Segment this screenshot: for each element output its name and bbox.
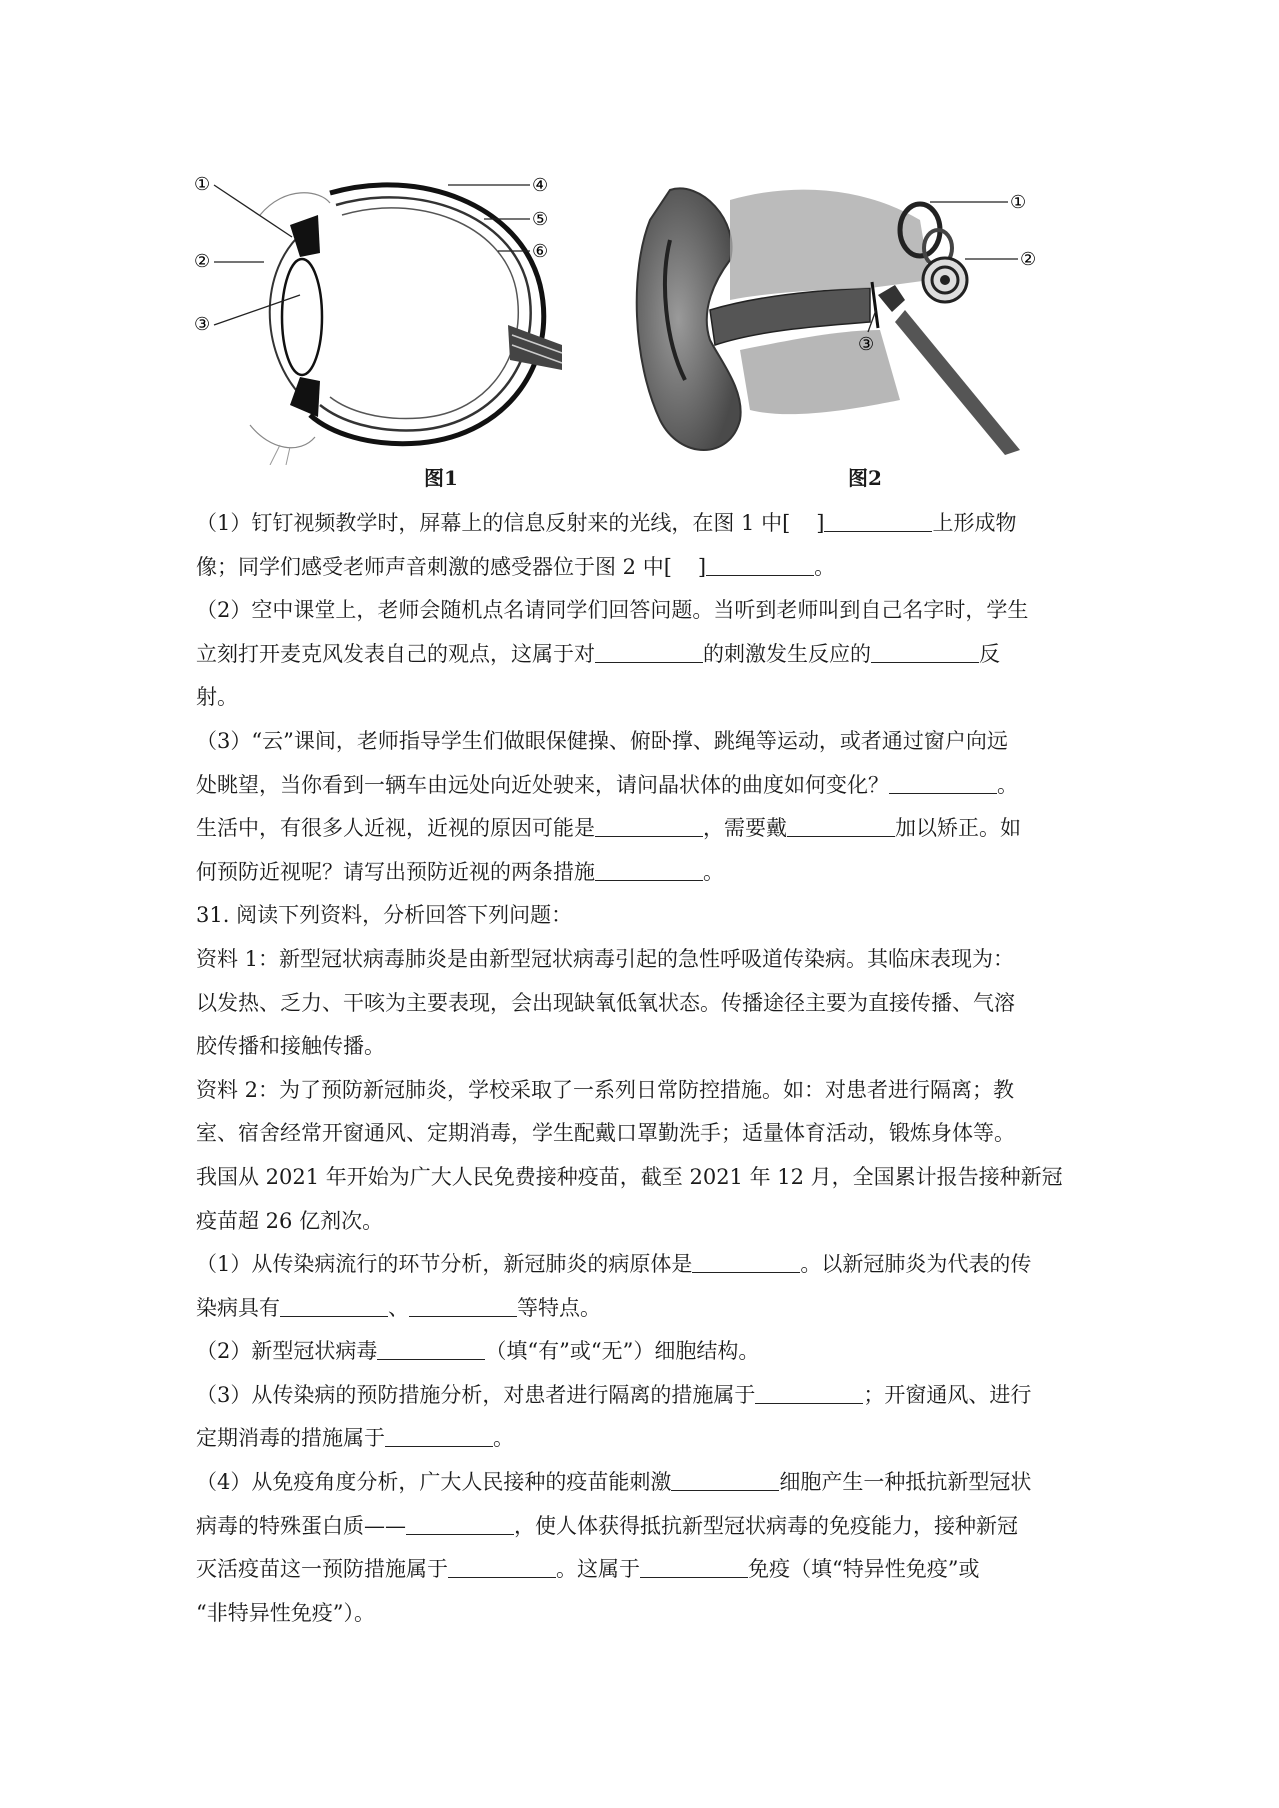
answer-blank[interactable] (406, 1513, 514, 1535)
q31-material-1-line-3: 胶传播和接触传播。 (196, 1034, 385, 1059)
q31-3-line-1: （3）从传染病的预防措施分析，对患者进行隔离的措施属于 ；开窗通风、进行 (196, 1382, 1032, 1407)
iris-top (290, 215, 320, 257)
q31-3-line-2: 定期消毒的措施属于 。 (196, 1426, 514, 1451)
tympanic-membrane (872, 282, 878, 328)
eye-label-1: ① (194, 175, 211, 195)
eye-diagram (190, 175, 610, 465)
ear-label-3: ③ (858, 334, 875, 355)
answer-blank[interactable] (385, 1425, 493, 1447)
q31-intro: 31. 阅读下列资料，分析回答下列问题： (196, 903, 573, 928)
q31-4-line-1: （4）从免疫角度分析，广大人民接种的疫苗能刺激 细胞产生一种抵抗新型冠状 (196, 1470, 1032, 1495)
question-text (196, 502, 1096, 1635)
q31-4-line-3: 灭活疫苗这一预防措施属于 。这属于 免疫（填“特异性免疫”或 (196, 1557, 980, 1582)
answer-blank[interactable] (640, 1556, 748, 1578)
q31-1-line-1: （1）从传染病流行的环节分析，新冠肺炎的病原体是 。以新冠肺炎为代表的传 (196, 1252, 1032, 1277)
ear-label-2: ② (1020, 249, 1037, 270)
q31-material-1-line-1: 资料 1：新型冠状病毒肺炎是由新型冠状病毒引起的急性呼吸道传染病。其临床表现为： (196, 946, 1015, 971)
q30-1-line-2: 像；同学们感受老师声音刺激的感受器位于图 2 中[ ] 。 (196, 554, 836, 579)
q30-3-line-1: （3）“云”课间，老师指导学生们做眼保健操、俯卧撑、跳绳等运动，或者通过窗户向远 (196, 728, 1008, 753)
answer-blank[interactable] (755, 1382, 863, 1404)
answer-blank[interactable] (706, 554, 814, 576)
eye-label-6: ⑥ (532, 241, 549, 262)
q30-2-line-3: 射。 (196, 685, 238, 710)
eye-label-2: ② (194, 251, 211, 272)
q31-4-line-4: “非特异性免疫”）。 (196, 1600, 375, 1625)
q31-material-2-line-1: 资料 2：为了预防新冠肺炎，学校采取了一系列日常防控措施。如：对患者进行隔离；教 (196, 1077, 1015, 1102)
q31-material-2-line-4: 疫苗超 26 亿剂次。 (196, 1208, 384, 1233)
ear-label-1: ① (1010, 192, 1027, 213)
answer-blank[interactable] (595, 641, 703, 663)
q30-3-line-4: 何预防近视呢？请写出预防近视的两条措施 。 (196, 859, 724, 884)
lens (282, 259, 322, 375)
q31-4-line-2: 病毒的特殊蛋白质—— ，使人体获得抵抗新型冠状病毒的免疫能力，接种新冠 (196, 1513, 1018, 1538)
eye-retina-outline (330, 208, 518, 419)
eye-label-3: ③ (194, 314, 211, 335)
answer-blank[interactable] (409, 1295, 517, 1317)
eye-choroid-outline (320, 197, 531, 430)
figure-2-caption: 图2 (848, 466, 882, 490)
eye-label-5: ⑤ (532, 209, 549, 230)
answer-blank[interactable] (280, 1295, 388, 1317)
q30-3-line-2: 处眺望，当你看到一辆车由远处向近处驶来，请问晶状体的曲度如何变化？ 。 (196, 772, 1018, 797)
iris-bottom (290, 377, 320, 417)
answer-blank[interactable] (692, 1251, 800, 1273)
answer-blank[interactable] (824, 510, 932, 532)
answer-blank[interactable] (671, 1469, 779, 1491)
q31-material-2-line-3: 我国从 2021 年开始为广大人民免费接种疫苗，截至 2021 年 12 月，全国累计报告接种新冠 (196, 1164, 1063, 1189)
figures-area (190, 175, 1090, 495)
eye-label-4: ④ (532, 175, 549, 196)
q30-2-line-2: 立刻打开麦克风发表自己的观点，这属于对 的刺激发生反应的 反 (196, 641, 1000, 666)
answer-blank[interactable] (871, 641, 979, 663)
q31-2-line-1: （2）新型冠状病毒 （填“有”或“无”）细胞结构。 (196, 1339, 760, 1364)
q30-3-line-3: 生活中，有很多人近视，近视的原因可能是 ，需要戴 加以矫正。如 (196, 816, 1021, 841)
answer-blank[interactable] (377, 1338, 485, 1360)
q31-material-2-line-2: 室、宿舍经常开窗通风、定期消毒，学生配戴口罩勤洗手；适量体育活动，锻炼身体等。 (196, 1121, 1015, 1146)
q30-2-line-1: （2）空中课堂上，老师会随机点名请同学们回答问题。当听到老师叫到自己名字时，学生 (196, 598, 1029, 623)
answer-blank[interactable] (595, 859, 703, 881)
answer-blank[interactable] (787, 815, 895, 837)
q31-1-line-2: 染病具有 、 等特点。 (196, 1295, 601, 1320)
optic-nerve (508, 325, 562, 370)
q31-material-1-line-2: 以发热、乏力、干咳为主要表现，会出现缺氧低氧状态。传播途径主要为直接传播、气溶 (196, 990, 1015, 1015)
figure-1-caption: 图1 (424, 466, 458, 490)
q30-1-line-1: （1）钉钉视频教学时，屏幕上的信息反射来的光线，在图 1 中[ ] 上形成物 (196, 511, 1017, 535)
eye-sclera-outline (310, 185, 544, 444)
answer-blank[interactable] (448, 1556, 556, 1578)
ear-diagram (620, 160, 1060, 460)
answer-blank[interactable] (595, 815, 703, 837)
eustachian-tube (895, 310, 1020, 455)
answer-blank[interactable] (889, 772, 997, 794)
